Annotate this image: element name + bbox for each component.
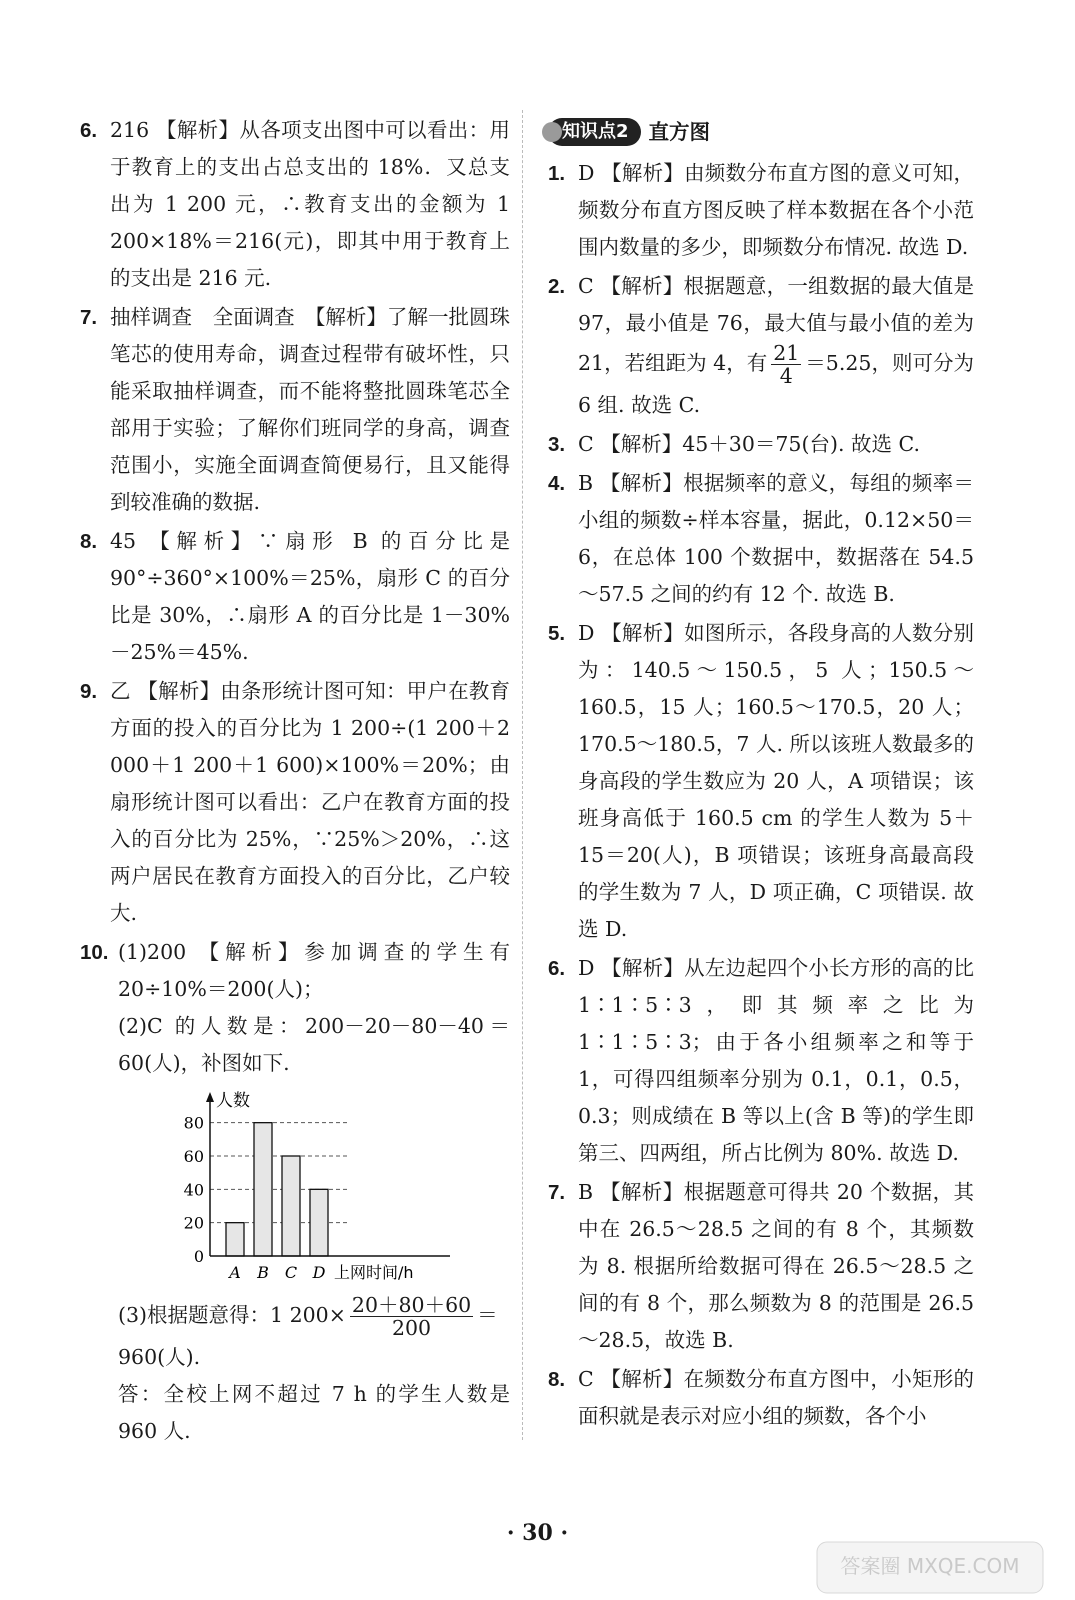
answer-item-r3 bbox=[548, 426, 974, 463]
y-tick-label: 20 bbox=[183, 1213, 204, 1233]
y-axis-arrow bbox=[206, 1092, 214, 1102]
item-text-part1: (1)200 【解析】参加调查的学生有 20÷10%＝200(人)； bbox=[118, 940, 510, 1001]
item-text-part5: 答：全校上网不超过 7 h 的学生人数是 960 人. bbox=[118, 1382, 510, 1443]
section-header bbox=[548, 114, 710, 151]
item-text: D 【解析】由频数分布直方图的意义可知，频数分布直方图反映了样本数据在各个小范围内数量的多少，即频数分布情况. 故选 D. bbox=[578, 160, 974, 259]
x-tick-label: A bbox=[229, 1263, 241, 1282]
y-tick-label: 40 bbox=[183, 1180, 204, 1200]
watermark-text: 答案圈 MXQE.COM bbox=[840, 1554, 1020, 1578]
item-text-part3: (3)根据题意得：1 200× bbox=[118, 1303, 346, 1327]
item-number: 3. bbox=[548, 432, 566, 456]
item-text: D 【解析】如图所示，各段身高的人数分别为：140.5～150.5，5 人；150.5～160.5，15 人；160.5～170.5，20 人；170.5～180.5，7 人. 所以该班人数最多的身高段的学生数应为 20 人，A 项错误；该班身高低于 160.5 cm 的学生人数为 5＋15＝20(人)，B 项错误；该班身高最高段的学生数为 7 人，D 项正确，C 项错误. 故选 D. bbox=[578, 620, 974, 941]
answer-item-10 bbox=[80, 934, 510, 1082]
bar bbox=[282, 1156, 300, 1256]
item-number: 10. bbox=[80, 941, 109, 964]
equals-sign: ＝ bbox=[477, 1303, 498, 1327]
fraction bbox=[771, 342, 801, 387]
answer-item-r4 bbox=[548, 465, 974, 613]
item-text-part4: 960(人). bbox=[118, 1345, 201, 1369]
answer-item-8 bbox=[80, 523, 510, 671]
section-title: 直方图 bbox=[648, 119, 711, 144]
x-tick-label: C bbox=[284, 1263, 298, 1282]
answer-item-r8 bbox=[548, 1361, 974, 1435]
item-text: C 【解析】根据题意，一组数据的最大值是 97，最小值是 76，最大值与最小值的差为 21，若组距为 4，有 bbox=[578, 273, 974, 375]
item-number: 6. bbox=[548, 956, 566, 980]
item-text: C 【解析】45＋30＝75(台). 故选 C. bbox=[578, 431, 920, 456]
item-number: 2. bbox=[548, 274, 566, 298]
bar bbox=[310, 1189, 328, 1256]
item-text: B 【解析】根据题意可得共 20 个数据，其中在 26.5～28.5 之间的有 8 个，其频数为 8. 根据所给数据可得在 26.5～28.5 之间的有 8 个，那么频数为 8 的范围是 26.5～28.5，故选 B. bbox=[578, 1179, 974, 1352]
item-text: 45 【解析】∵扇形 B 的百分比是 90°÷360°×100%＝25%，扇形 C 的百分比是 30%，∴扇形 A 的百分比是 1－30%－25%＝45%. bbox=[110, 529, 510, 664]
item-text: 乙 【解析】由条形统计图可知：甲户在教育方面的投入的百分比为 1 200÷(1 200＋2 000＋1 200＋1 600)×100%＝20%；由扇形统计图可以看出：乙户在教育方面的投入的百分比为 25%，∵25%＞20%，∴这两户居民在教育方面投入的百分比，乙户较大. bbox=[110, 679, 510, 925]
item-text: C 【解析】在频数分布直方图中，小矩形的面积就是表示对应小组的频数，各个小 bbox=[578, 1366, 974, 1428]
item-text-continued: ＝5.25，则可分为 6 组. 故选 C. bbox=[578, 350, 974, 417]
answer-item-9 bbox=[80, 673, 510, 932]
watermark-logo bbox=[815, 1540, 1045, 1595]
fraction bbox=[350, 1294, 473, 1339]
fraction-numerator: 20＋80＋60 bbox=[351, 1293, 472, 1317]
column-divider bbox=[522, 110, 523, 1440]
fraction-numerator: 21 bbox=[773, 340, 800, 365]
answer-item-r2 bbox=[548, 268, 974, 424]
item-text: 抽样调查 全面调查 【解析】了解一批圆珠笔芯的使用寿命，调查过程带有破坏性，只能采取抽样调查，而不能将整批圆珠笔芯全部用于实验；了解你们班同学的身高，调查范围小，实施全面调查简便易行，且又能得到较准确的数据. bbox=[110, 305, 510, 514]
answer-item-7 bbox=[80, 299, 510, 521]
fraction-denominator: 200 bbox=[391, 1316, 432, 1340]
item-number: 8. bbox=[80, 530, 98, 553]
y-axis-label: 人数 bbox=[216, 1091, 250, 1111]
bar bbox=[254, 1123, 272, 1256]
item-text-part2: (2)C 的人数是：200－20－80－40＝60(人)，补图如下. bbox=[118, 1014, 510, 1075]
item-number: 4. bbox=[548, 471, 566, 495]
answer-item-10-part3 bbox=[80, 1294, 510, 1450]
left-column bbox=[80, 112, 510, 1452]
x-axis-label: 上网时间/h bbox=[334, 1263, 414, 1282]
right-column bbox=[548, 112, 974, 1437]
y-tick-label: 0 bbox=[193, 1247, 204, 1266]
y-tick-label: 60 bbox=[183, 1147, 204, 1166]
item-number: 7. bbox=[80, 306, 98, 329]
bar bbox=[226, 1223, 244, 1256]
bar-chart-svg bbox=[110, 1088, 470, 1288]
item-text: B 【解析】根据频率的意义，每组的频率＝小组的频数÷样本容量，据此，0.12×50＝6，在总体 100 个数据中，数据落在 54.5～57.5 之间的约有 12 个. 故选 B. bbox=[578, 470, 974, 606]
answer-item-r6 bbox=[548, 950, 974, 1172]
item-number: 6. bbox=[80, 119, 98, 142]
fraction-denominator: 4 bbox=[779, 363, 793, 388]
item-text: 216 【解析】从各项支出图中可以看出：用于教育上的支出占总支出的 18%．又总支出为 1 200 元，∴教育支出的金额为 1 200×18%＝216(元)，即其中用于教育上的支出是 216 元. bbox=[110, 118, 510, 290]
item-number: 1. bbox=[548, 161, 566, 185]
item-number: 9. bbox=[80, 680, 98, 703]
item-number: 7. bbox=[548, 1180, 566, 1204]
x-tick-label: D bbox=[312, 1263, 326, 1282]
bar-chart bbox=[110, 1088, 470, 1288]
page-number: · 30 · bbox=[506, 1520, 569, 1546]
answer-item-r5 bbox=[548, 615, 974, 948]
y-tick-label: 80 bbox=[183, 1113, 204, 1133]
item-text: D 【解析】从左边起四个小长方形的高的比 1∶1∶5∶3，即其频率之比为 1∶1∶5∶3；由于各小组频率之和等于 1，可得四组频率分别为 0.1，0.1，0.5，0.3；则成绩在 B 等以上(含 B 等)的学生即第三、四两组，所占比例为 80%. 故选 D. bbox=[578, 955, 974, 1165]
answer-item-r1 bbox=[548, 155, 974, 266]
item-number: 5. bbox=[548, 621, 566, 645]
section-tag: 知识点2 bbox=[548, 118, 641, 146]
answer-item-r7 bbox=[548, 1174, 974, 1359]
item-number: 8. bbox=[548, 1367, 566, 1391]
answer-item-6 bbox=[80, 112, 510, 297]
x-tick-label: B bbox=[257, 1263, 269, 1282]
